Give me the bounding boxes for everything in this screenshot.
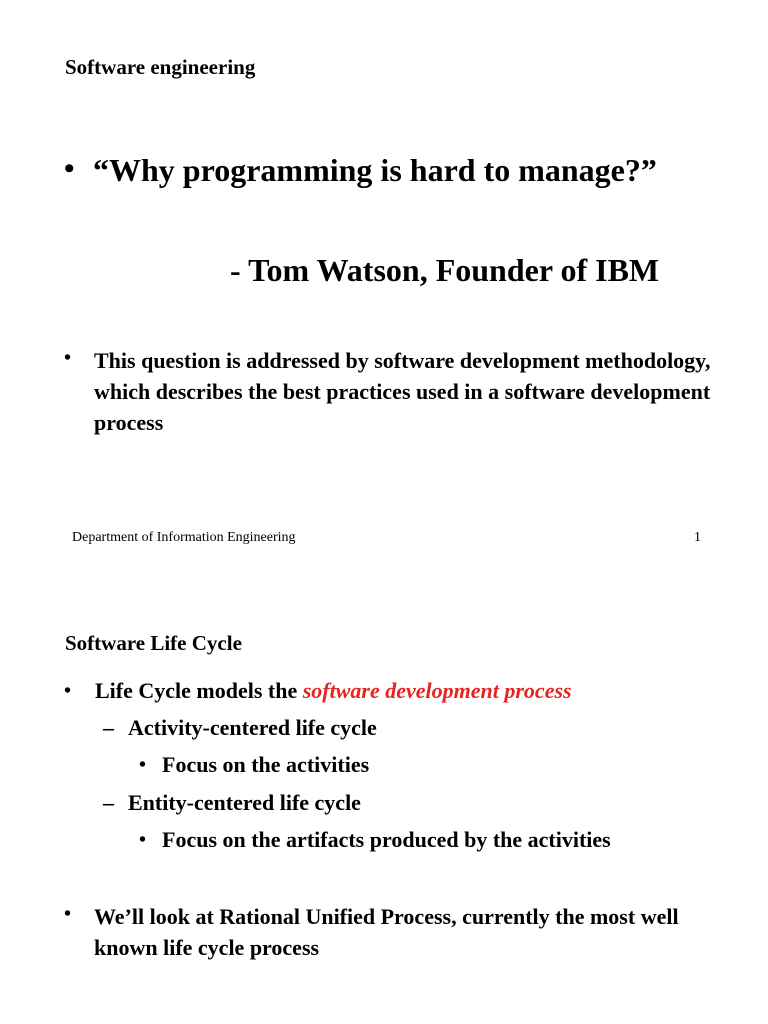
slide-title: Software Life Cycle bbox=[65, 631, 242, 655]
sub-sub-item: Focus on the activities bbox=[162, 752, 370, 777]
bullet-item bbox=[95, 678, 572, 704]
bullet-icon: • bbox=[64, 680, 72, 702]
bullet-icon: • bbox=[139, 754, 147, 776]
bullet-icon: • bbox=[64, 903, 72, 925]
dash-icon: – bbox=[103, 790, 114, 815]
highlighted-term: software development process bbox=[302, 678, 572, 703]
slide-footer: Department of Information Engineering bbox=[72, 530, 296, 545]
sub-sub-item: Focus on the artifacts produced by the activities bbox=[162, 827, 611, 852]
bullet-icon: • bbox=[64, 347, 72, 369]
bullet-icon: • bbox=[139, 829, 147, 851]
body-paragraph: This question is addressed by software development methodology, which describes the best practices used in a software development process bbox=[94, 348, 711, 435]
bullet-item: We’ll look at Rational Unified Process, currently the most well known life cycle process bbox=[94, 904, 679, 960]
sub-item: Activity-centered life cycle bbox=[128, 715, 377, 740]
bullet-icon: • bbox=[64, 152, 75, 185]
sub-item: Entity-centered life cycle bbox=[128, 790, 361, 815]
page-number: 1 bbox=[694, 530, 701, 545]
quote-attribution: - Tom Watson, Founder of IBM bbox=[230, 252, 660, 288]
quote-text: “Why programming is hard to manage?” bbox=[93, 152, 657, 188]
dash-icon: – bbox=[103, 715, 114, 740]
slide-title: Software engineering bbox=[65, 55, 256, 79]
bullet-text: Life Cycle models the bbox=[95, 678, 303, 703]
